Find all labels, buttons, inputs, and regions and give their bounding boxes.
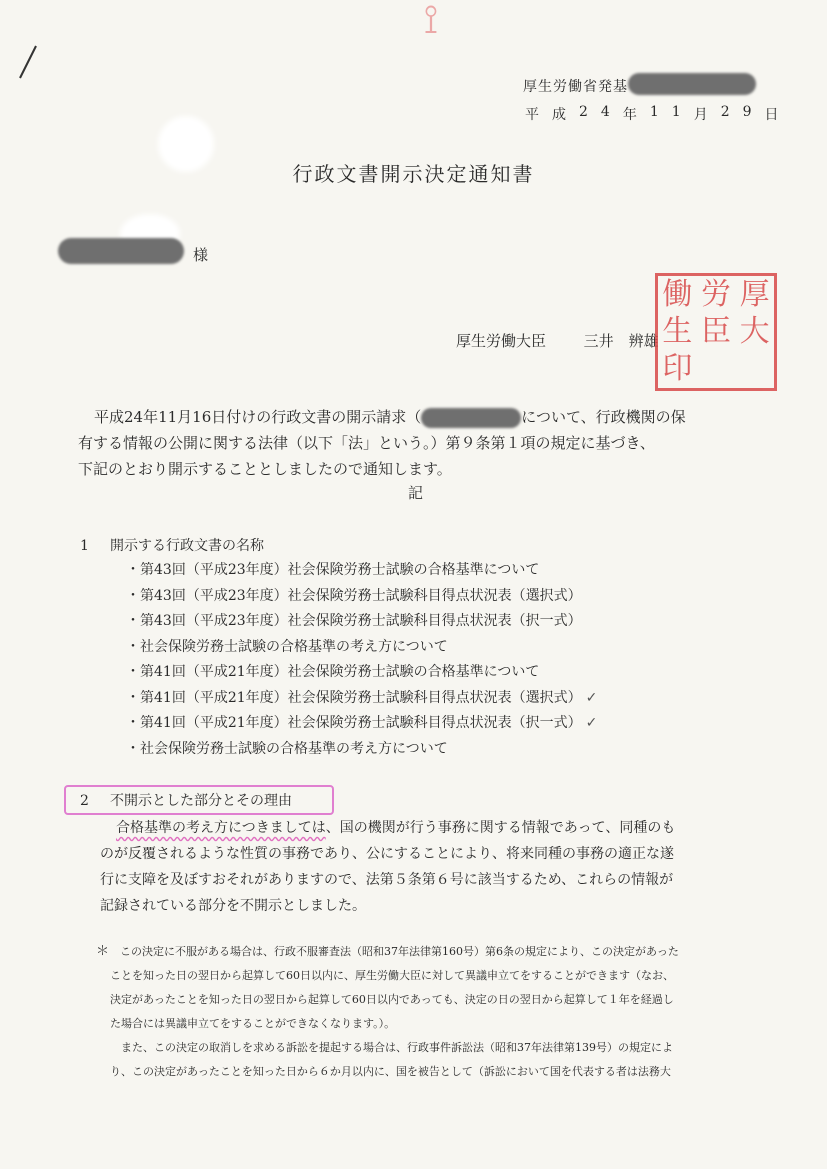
- date-char: 平: [525, 107, 540, 123]
- notice-line: [96, 1036, 756, 1060]
- date-char: 1: [671, 104, 682, 120]
- redacted-request-id: [421, 408, 521, 428]
- reason-line2: のが反覆されるような性質の事務であり、公にすることにより、将来同種の事務の適正な遂: [100, 846, 674, 862]
- seal-char: 厚: [739, 276, 770, 312]
- notice-line-text: この決定に不服がある場合は、行政不服審査法（昭和37年法律第160号）第6条の規定により、この決定があった: [120, 945, 679, 958]
- notice-line-text: り、この決定があったことを知った日から６か月以内に、国を被告として（訴訟において国を代表する者は法務大: [110, 1065, 671, 1078]
- document-title: 行政文書開示決定通知書: [292, 162, 535, 186]
- document-list-item-text: ・第43回（平成23年度）社会保険労務士試験科目得点状況表（択一式）: [126, 613, 582, 629]
- seal-char: 大: [739, 313, 770, 349]
- notice-line: [96, 1012, 756, 1036]
- section2-heading: [80, 790, 292, 810]
- sender-role: 厚生労働大臣: [456, 332, 547, 350]
- intro-line3: 下記のとおり開示することとしましたので通知します。: [78, 460, 452, 478]
- date-char: 1: [649, 104, 660, 120]
- date-char: 2: [720, 104, 731, 120]
- seal-char: 生: [662, 313, 693, 349]
- notice-line-text: た場合には異議申立てをすることができなくなります。）。: [110, 1017, 396, 1030]
- redacted-number: [628, 73, 756, 95]
- reason-line1-rest: 、国の機関が行う事務に関する情報であって、同種のも: [325, 820, 676, 836]
- document-list-item: [126, 711, 597, 737]
- reason-line4: 記録されている部分を不開示としました。: [100, 898, 366, 914]
- pen-slash-mark: [14, 44, 40, 80]
- top-stamp-mark: ⟟: [423, 0, 439, 43]
- document-list-item: [126, 737, 597, 763]
- intro-paragraph: [78, 404, 758, 482]
- seal-char: 臣: [700, 313, 731, 349]
- section1-heading: [80, 535, 264, 555]
- document-list-item-text: ・社会保険労務士試験の合格基準の考え方について: [126, 740, 448, 757]
- date-char: 日: [764, 107, 780, 123]
- document-list-item-text: ・第43回（平成23年度）社会保険労務士試験科目得点状況表（選択式）: [126, 587, 582, 604]
- section2-title: 不開示とした部分とその理由: [110, 793, 292, 809]
- check-mark-icon: ✓: [585, 715, 598, 731]
- reason-paragraph: [100, 815, 760, 919]
- notice-line-text: ことを知った日の翌日から起算して60日以内に、厚生労働大臣に対して異議申立てをすることができます（なお、: [110, 969, 674, 982]
- seal-char: 働: [662, 276, 693, 312]
- reason-highlight: 合格基準の考え方につきましては: [116, 820, 326, 836]
- date-char: 9: [742, 104, 753, 120]
- asterisk-mark: ＊: [96, 944, 110, 959]
- official-seal: [655, 273, 777, 391]
- issuer-number: [523, 76, 628, 96]
- seal-char: 労: [700, 276, 731, 312]
- notice-line: [96, 940, 756, 964]
- date-char: 4: [600, 104, 611, 120]
- appeal-notice: [96, 940, 756, 1084]
- sender-name: 三井 辨雄: [583, 332, 659, 350]
- document-list-item: [126, 635, 597, 661]
- notice-line: [96, 964, 756, 988]
- document-list-item-text: ・第41回（平成21年度）社会保険労務士試験科目得点状況表（選択式）: [126, 689, 582, 706]
- intro-line2: 有する情報の公開に関する法律（以下「法」という。）第９条第１項の規定に基づき、: [78, 434, 655, 452]
- redacted-recipient: [58, 238, 184, 264]
- document-list-item-text: ・第43回（平成23年度）社会保険労務士試験の合格基準について: [126, 562, 540, 578]
- document-list-item: [126, 584, 597, 610]
- date-char: 月: [693, 107, 709, 123]
- notice-line: [96, 1060, 756, 1084]
- notice-line: [96, 988, 756, 1012]
- section1-title: 開示する行政文書の名称: [110, 538, 264, 554]
- document-list-item-text: ・第41回（平成21年度）社会保険労務士試験の合格基準について: [126, 664, 540, 680]
- check-mark-icon: ✓: [585, 689, 598, 706]
- issue-date: [525, 104, 780, 124]
- document-list-item: [126, 558, 597, 584]
- document-list: [126, 558, 597, 762]
- notice-line-text: 決定があったことを知った日の翌日から起算して60日以内であっても、決定の日の翌日から起算して１年を経過し: [110, 993, 674, 1006]
- issuer-label: 厚生労働省発基: [523, 79, 628, 95]
- document-list-item: [126, 660, 597, 686]
- document-list-item-text: ・第41回（平成21年度）社会保険労務士試験科目得点状況表（択一式）: [126, 715, 582, 731]
- reason-line3: 行に支障を及ぼすおそれがありますので、法第５条第６号に該当するため、これらの情報が: [100, 872, 674, 888]
- intro-line1-b: について、行政機関の保: [521, 408, 686, 426]
- recipient-suffix: 様: [193, 246, 209, 264]
- date-char: 2: [579, 104, 589, 120]
- document-list-item: [126, 686, 597, 712]
- date-char: 成: [552, 107, 567, 123]
- document-list-item: [126, 609, 597, 635]
- section1-number: 1: [80, 538, 89, 554]
- document-list-item-text: ・社会保険労務士試験の合格基準の考え方について: [126, 638, 448, 655]
- sender: [456, 330, 659, 351]
- date-char: 年: [622, 107, 638, 123]
- intro-line1-a: 平成24年11月16日付けの行政文書の開示請求（: [94, 408, 422, 426]
- section2-number: 2: [80, 793, 89, 809]
- ki-marker: 記: [408, 484, 424, 502]
- seal-char: 印: [662, 351, 693, 387]
- notice-line-text: また、この決定の取消しを求める訴訟を提起する場合は、行政事件訴訟法（昭和37年法律第139号）の規定によ: [110, 1041, 673, 1054]
